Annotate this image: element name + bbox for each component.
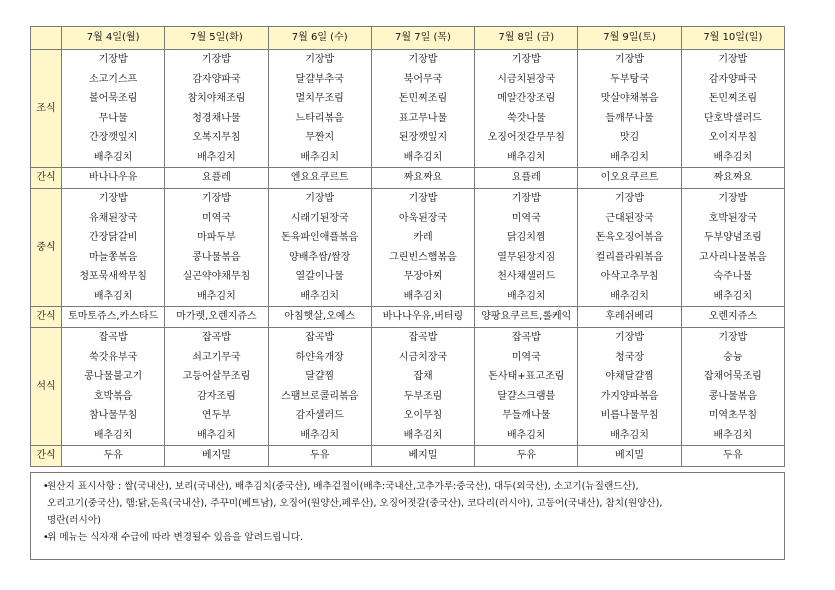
meal-label: 간식 bbox=[31, 307, 62, 328]
day-menu-cell bbox=[165, 328, 268, 446]
menu-item: 감자양파국 bbox=[708, 73, 757, 85]
menu-item: 감자조림 bbox=[197, 390, 236, 402]
menu-item: 그린빈스햄볶음 bbox=[389, 251, 457, 263]
snack-item: 엔요요쿠르트 bbox=[268, 168, 371, 189]
menu-item: 실곤약야채무침 bbox=[182, 271, 251, 282]
day-header: 7월 10일(일) bbox=[681, 27, 784, 50]
menu-item: 참치야채조림 bbox=[187, 93, 246, 104]
menu-item: 배추김치 bbox=[610, 290, 649, 302]
menu-item: 미역국 bbox=[511, 212, 541, 224]
menu-item: 무들깨나물 bbox=[502, 410, 551, 421]
menu-item: 마파두부 bbox=[197, 232, 236, 243]
snack-row bbox=[31, 446, 785, 467]
menu-item: 기장밥 bbox=[98, 193, 128, 204]
menu-item: 배추김치 bbox=[713, 290, 753, 302]
menu-item: 콩나물볶음 bbox=[708, 390, 757, 402]
snack-item: 후레쉬베리 bbox=[578, 307, 681, 328]
menu-item: 배추김치 bbox=[403, 290, 443, 302]
day-header: 7월 8일 (금) bbox=[475, 27, 578, 50]
menu-item: 맛살야채볶음 bbox=[600, 93, 659, 104]
menu-item: 배추김치 bbox=[506, 151, 546, 163]
day-menu-cell bbox=[62, 189, 165, 307]
origin-line: 명란(러시아) bbox=[47, 515, 101, 526]
menu-item: 기장밥 bbox=[98, 54, 128, 65]
menu-item: 달걀부추국 bbox=[295, 73, 344, 85]
snack-item: 베지밀 bbox=[371, 446, 474, 467]
menu-item: 기장밥 bbox=[718, 193, 748, 204]
menu-item: 무나물 bbox=[98, 112, 128, 124]
menu-item: 기장밥 bbox=[615, 332, 645, 343]
note-bullet: • bbox=[43, 481, 49, 492]
menu-item: 닭김치찜 bbox=[506, 232, 546, 243]
menu-item: 기장밥 bbox=[615, 193, 645, 204]
menu-item: 기장밥 bbox=[718, 332, 748, 343]
menu-item: 간장닭갈비 bbox=[88, 232, 138, 243]
menu-item: 잡채 bbox=[413, 371, 433, 382]
menu-item: 돈사태+표고조림 bbox=[488, 371, 565, 382]
menu-item: 돈육파인애플볶음 bbox=[281, 232, 359, 243]
note-bullet: • bbox=[43, 532, 49, 543]
menu-item: 배추김치 bbox=[93, 290, 133, 302]
day-menu-cell bbox=[371, 328, 474, 446]
menu-item: 기장밥 bbox=[305, 54, 335, 65]
snack-item: 요플레 bbox=[475, 168, 578, 189]
origin-line: 원산지 표시사항 : 쌀(국내산), 보리(국내산), 배추김치(중국산), 배추겉절이(배추:국내산,고추가루:중국산), 대두(외국산), 소고기(뉴질랜드산), bbox=[47, 481, 639, 492]
menu-item: 고등어살무조림 bbox=[182, 371, 251, 382]
day-header: 7월 6일 (수) bbox=[268, 27, 371, 50]
snack-item: 바나나우유,버터링 bbox=[371, 307, 474, 328]
menu-item: 잡곡밥 bbox=[98, 332, 128, 343]
menu-item: 숙주나물 bbox=[713, 271, 753, 282]
day-header-row bbox=[31, 27, 785, 50]
menu-item: 배추김치 bbox=[610, 151, 649, 163]
menu-item: 열무된장지짐 bbox=[497, 251, 556, 263]
menu-item: 메알간장조림 bbox=[497, 93, 556, 104]
menu-item: 열갈이나물 bbox=[295, 271, 344, 282]
menu-item: 돈민찌조림 bbox=[708, 93, 757, 104]
menu-item: 무장아찌 bbox=[403, 271, 443, 282]
day-menu-cell bbox=[681, 328, 784, 446]
menu-item: 유채된장국 bbox=[88, 212, 138, 224]
menu-item: 느타리볶음 bbox=[295, 112, 344, 124]
menu-item: 멸치무조림 bbox=[295, 93, 344, 104]
menu-item: 배추김치 bbox=[197, 151, 236, 163]
snack-item: 오렌지쥬스 bbox=[681, 307, 784, 328]
day-menu-cell bbox=[578, 50, 681, 168]
day-menu-cell bbox=[165, 189, 268, 307]
snack-item: 양팡요쿠르트,롤케익 bbox=[475, 307, 578, 328]
menu-item: 시금치된장국 bbox=[497, 73, 556, 85]
menu-item: 배추김치 bbox=[300, 429, 340, 441]
menu-item: 배추김치 bbox=[93, 151, 133, 163]
menu-item: 가지양파볶음 bbox=[600, 390, 659, 402]
day-menu-cell bbox=[268, 50, 371, 168]
origin-line: 오리고기(중국산), 햄:닭,돈육(국내산), 주꾸미(베트남), 오징어(원양산,페루산), 오징어젓갈(중국산), 코다리(러시아), 고등어(국내산), 참치(원양산), bbox=[47, 498, 663, 509]
menu-item: 기장밥 bbox=[615, 54, 645, 65]
menu-item: 청경채나물 bbox=[192, 112, 241, 124]
menu-item: 아삭고추무침 bbox=[600, 271, 659, 282]
menu-item: 무짠지 bbox=[305, 132, 335, 143]
menu-item: 오이무침 bbox=[403, 410, 443, 421]
menu-item: 기장밥 bbox=[408, 193, 438, 204]
snack-row bbox=[31, 168, 785, 189]
meal-label: 석식 bbox=[31, 328, 62, 446]
day-menu-cell bbox=[371, 50, 474, 168]
meal-label: 간식 bbox=[31, 446, 62, 467]
menu-item: 배추김치 bbox=[93, 429, 133, 441]
snack-item: 두유 bbox=[268, 446, 371, 467]
snack-row bbox=[31, 307, 785, 328]
menu-item: 잡곡밥 bbox=[305, 332, 335, 343]
day-menu-cell bbox=[578, 328, 681, 446]
snack-item: 두유 bbox=[62, 446, 165, 467]
snack-item: 이오요쿠르트 bbox=[578, 168, 681, 189]
menu-item: 돈민찌조림 bbox=[398, 93, 448, 104]
meal-label: 조식 bbox=[31, 50, 62, 168]
menu-item: 아욱된장국 bbox=[398, 212, 448, 224]
snack-item: 두유 bbox=[681, 446, 784, 467]
menu-item: 표고무나물 bbox=[398, 112, 448, 124]
day-menu-cell bbox=[475, 189, 578, 307]
menu-item: 잡채어묵조림 bbox=[703, 371, 762, 382]
snack-item: 바나나우유 bbox=[62, 168, 165, 189]
menu-item: 잡곡밥 bbox=[408, 332, 438, 343]
day-menu-cell bbox=[268, 328, 371, 446]
snack-item: 짜요짜요 bbox=[681, 168, 784, 189]
menu-item: 달걀찜 bbox=[305, 371, 335, 382]
menu-item: 마늘쫑볶음 bbox=[88, 251, 138, 263]
menu-item: 숭늉 bbox=[723, 351, 743, 363]
menu-item: 기장밥 bbox=[201, 193, 231, 204]
change-note bbox=[37, 529, 778, 546]
menu-item: 양배추쌈/쌈장 bbox=[289, 251, 351, 263]
day-menu-cell bbox=[475, 50, 578, 168]
meal-row bbox=[31, 328, 785, 446]
menu-item: 카레 bbox=[413, 232, 433, 243]
menu-item: 기장밥 bbox=[201, 54, 231, 65]
menu-item: 잡곡밥 bbox=[201, 332, 231, 343]
snack-item: 두유 bbox=[475, 446, 578, 467]
menu-item: 콩나물불고기 bbox=[84, 371, 143, 382]
menu-item: 청포묵새싹무침 bbox=[79, 271, 147, 282]
menu-item: 두부양념조림 bbox=[703, 232, 762, 243]
menu-item: 맛김 bbox=[619, 132, 640, 143]
menu-item: 미역국 bbox=[201, 212, 231, 224]
menu-item: 기장밥 bbox=[511, 193, 541, 204]
origin-note bbox=[37, 478, 778, 529]
meal-row bbox=[31, 50, 785, 168]
snack-item: 짜요짜요 bbox=[371, 168, 474, 189]
day-menu-cell bbox=[475, 328, 578, 446]
menu-item: 두부탕국 bbox=[610, 73, 649, 85]
menu-item: 배추김치 bbox=[197, 290, 236, 302]
menu-item: 스팸브로콜리볶음 bbox=[281, 390, 359, 402]
weekly-menu-table bbox=[30, 26, 785, 467]
day-header: 7월 5일(화) bbox=[165, 27, 268, 50]
change-notice-text: 위 메뉴는 식자재 수급에 따라 변경될수 있음을 알려드립니다. bbox=[47, 532, 304, 543]
menu-item: 쇠고기무국 bbox=[192, 351, 241, 363]
menu-item: 오이지무침 bbox=[708, 132, 757, 143]
menu-item: 오징어젓갈무무침 bbox=[487, 132, 565, 143]
menu-item: 기장밥 bbox=[408, 54, 438, 65]
menu-item: 천사채샐러드 bbox=[497, 271, 556, 282]
menu-item: 감자샐러드 bbox=[295, 410, 344, 421]
menu-item: 잡곡밥 bbox=[511, 332, 541, 343]
menu-item: 배추김치 bbox=[506, 429, 546, 441]
day-menu-cell bbox=[578, 189, 681, 307]
menu-item: 미역초무침 bbox=[708, 410, 757, 421]
menu-item: 쑥갓나물 bbox=[506, 112, 546, 124]
menu-item: 배추김치 bbox=[300, 151, 340, 163]
menu-item: 두부조림 bbox=[403, 390, 443, 402]
snack-item: 토마토쥬스,카스타드 bbox=[62, 307, 165, 328]
menu-item: 배추김치 bbox=[403, 429, 443, 441]
day-header: 7월 9일(토) bbox=[578, 27, 681, 50]
menu-item: 근대된장국 bbox=[605, 212, 654, 224]
meal-label: 간식 bbox=[31, 168, 62, 189]
menu-item: 단호박샐러드 bbox=[703, 112, 762, 124]
menu-item: 고사리나물볶음 bbox=[699, 251, 767, 263]
snack-item: 아침햇살,오예스 bbox=[268, 307, 371, 328]
day-menu-cell bbox=[371, 189, 474, 307]
menu-item: 미역국 bbox=[511, 351, 541, 363]
menu-item: 북어무국 bbox=[403, 73, 443, 85]
menu-item: 감자양파국 bbox=[192, 73, 241, 85]
menu-item: 시금치장국 bbox=[398, 351, 448, 363]
day-menu-cell bbox=[268, 189, 371, 307]
menu-item: 참나물무침 bbox=[88, 410, 138, 421]
meal-label: 중식 bbox=[31, 189, 62, 307]
menu-item: 배추김치 bbox=[300, 290, 340, 302]
menu-item: 된장깻잎지 bbox=[398, 132, 448, 143]
menu-item: 소고기스프 bbox=[88, 73, 138, 85]
menu-item: 달걀스크램블 bbox=[497, 390, 556, 402]
menu-item: 돈육오징어볶음 bbox=[595, 232, 664, 243]
menu-item: 배추김치 bbox=[506, 290, 546, 302]
menu-item: 쑥갓유부국 bbox=[88, 351, 138, 363]
snack-item: 요플레 bbox=[165, 168, 268, 189]
snack-item: 베지밀 bbox=[165, 446, 268, 467]
menu-item: 호박된장국 bbox=[708, 212, 757, 224]
day-header: 7월 7일 (목) bbox=[371, 27, 474, 50]
day-menu-cell bbox=[62, 50, 165, 168]
day-menu-cell bbox=[62, 328, 165, 446]
day-header: 7월 4일(월) bbox=[62, 27, 165, 50]
menu-item: 하얀육개장 bbox=[295, 351, 344, 363]
menu-item: 볼어묵조림 bbox=[88, 93, 138, 104]
menu-item: 기장밥 bbox=[511, 54, 541, 65]
menu-item: 호박볶음 bbox=[93, 390, 133, 402]
day-menu-cell bbox=[165, 50, 268, 168]
menu-item: 시래기된장국 bbox=[290, 212, 349, 224]
menu-item: 연두부 bbox=[201, 410, 231, 421]
day-menu-cell bbox=[681, 189, 784, 307]
meal-row bbox=[31, 189, 785, 307]
snack-item: 베지밀 bbox=[578, 446, 681, 467]
menu-item: 비름나물무침 bbox=[600, 410, 659, 421]
menu-item: 간장깻잎지 bbox=[88, 132, 138, 143]
menu-item: 기장밥 bbox=[718, 54, 748, 65]
menu-item: 청국장 bbox=[615, 351, 645, 363]
menu-item: 배추김치 bbox=[713, 151, 753, 163]
menu-item: 배추김치 bbox=[713, 429, 753, 441]
menu-item: 들깨무나물 bbox=[605, 112, 654, 124]
menu-item: 배추김치 bbox=[197, 429, 236, 441]
menu-item: 컬리플라워볶음 bbox=[595, 251, 664, 263]
menu-item: 오복지무침 bbox=[192, 132, 241, 143]
menu-item: 야채달걀찜 bbox=[605, 371, 654, 382]
corner-cell bbox=[31, 27, 62, 50]
menu-item: 콩나물볶음 bbox=[192, 251, 241, 263]
day-menu-cell bbox=[681, 50, 784, 168]
notes-box bbox=[30, 472, 785, 560]
menu-item: 배추김치 bbox=[610, 429, 649, 441]
menu-item: 기장밥 bbox=[305, 193, 335, 204]
menu-item: 배추김치 bbox=[403, 151, 443, 163]
snack-item: 마가렛,오렌지쥬스 bbox=[165, 307, 268, 328]
